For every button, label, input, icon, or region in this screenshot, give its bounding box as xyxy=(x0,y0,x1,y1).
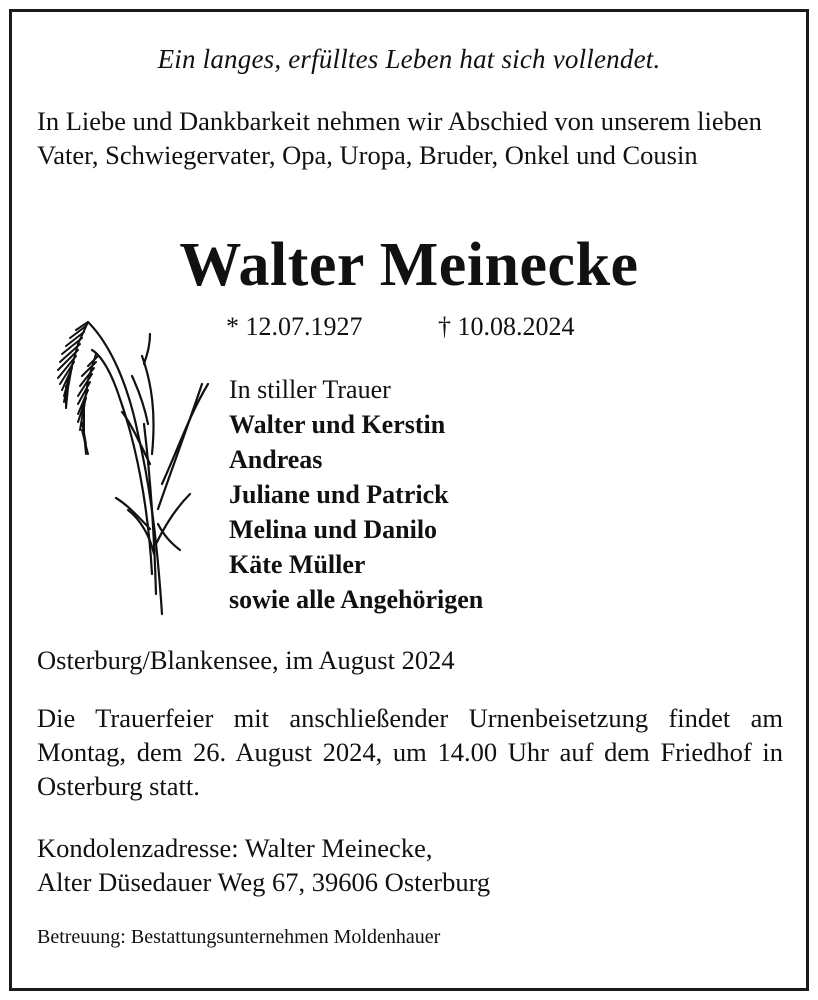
motto: Ein langes, erfülltes Leben hat sich vollendet. xyxy=(157,44,661,74)
birth-date: * 12.07.1927 xyxy=(226,312,363,341)
mourner: Andreas xyxy=(229,445,323,474)
funeral-home-credit: Betreuung: Bestattungsunternehmen Moldenhauer xyxy=(37,926,441,948)
deceased-name: Walter Meinecke xyxy=(179,231,639,299)
signature-intro: In stiller Trauer xyxy=(229,375,391,404)
mourner: sowie alle Angehörigen xyxy=(229,585,484,614)
mourner: Juliane und Patrick xyxy=(229,480,449,509)
condolence-line: Kondolenzadresse: Walter Meinecke, xyxy=(37,833,433,863)
death-date: † 10.08.2024 xyxy=(438,312,575,341)
mourner: Melina und Danilo xyxy=(229,515,438,544)
mourners-list xyxy=(229,407,483,617)
obituary-notice xyxy=(9,9,809,991)
condolence-address xyxy=(37,831,490,899)
wheat-stalk-icon xyxy=(40,304,210,616)
mourner: Walter und Kerstin xyxy=(229,410,446,439)
place-date: Osterburg/Blankensee, im August 2024 xyxy=(37,645,455,675)
intro-text: In Liebe und Dankbarkeit nehmen wir Abschied von unserem lieben Vater, Schwiegervater, Opa, Uropa, Bruder, Onkel und Cousin xyxy=(37,106,762,170)
service-info: Die Trauerfeier mit anschließender Urnenbeisetzung findet am Montag, dem 26. August 2024, um 14.00 Uhr auf dem Friedhof in Osterburg statt. xyxy=(37,703,783,801)
condolence-line: Alter Düsedauer Weg 67, 39606 Osterburg xyxy=(37,867,491,897)
mourner: Käte Müller xyxy=(229,550,366,579)
